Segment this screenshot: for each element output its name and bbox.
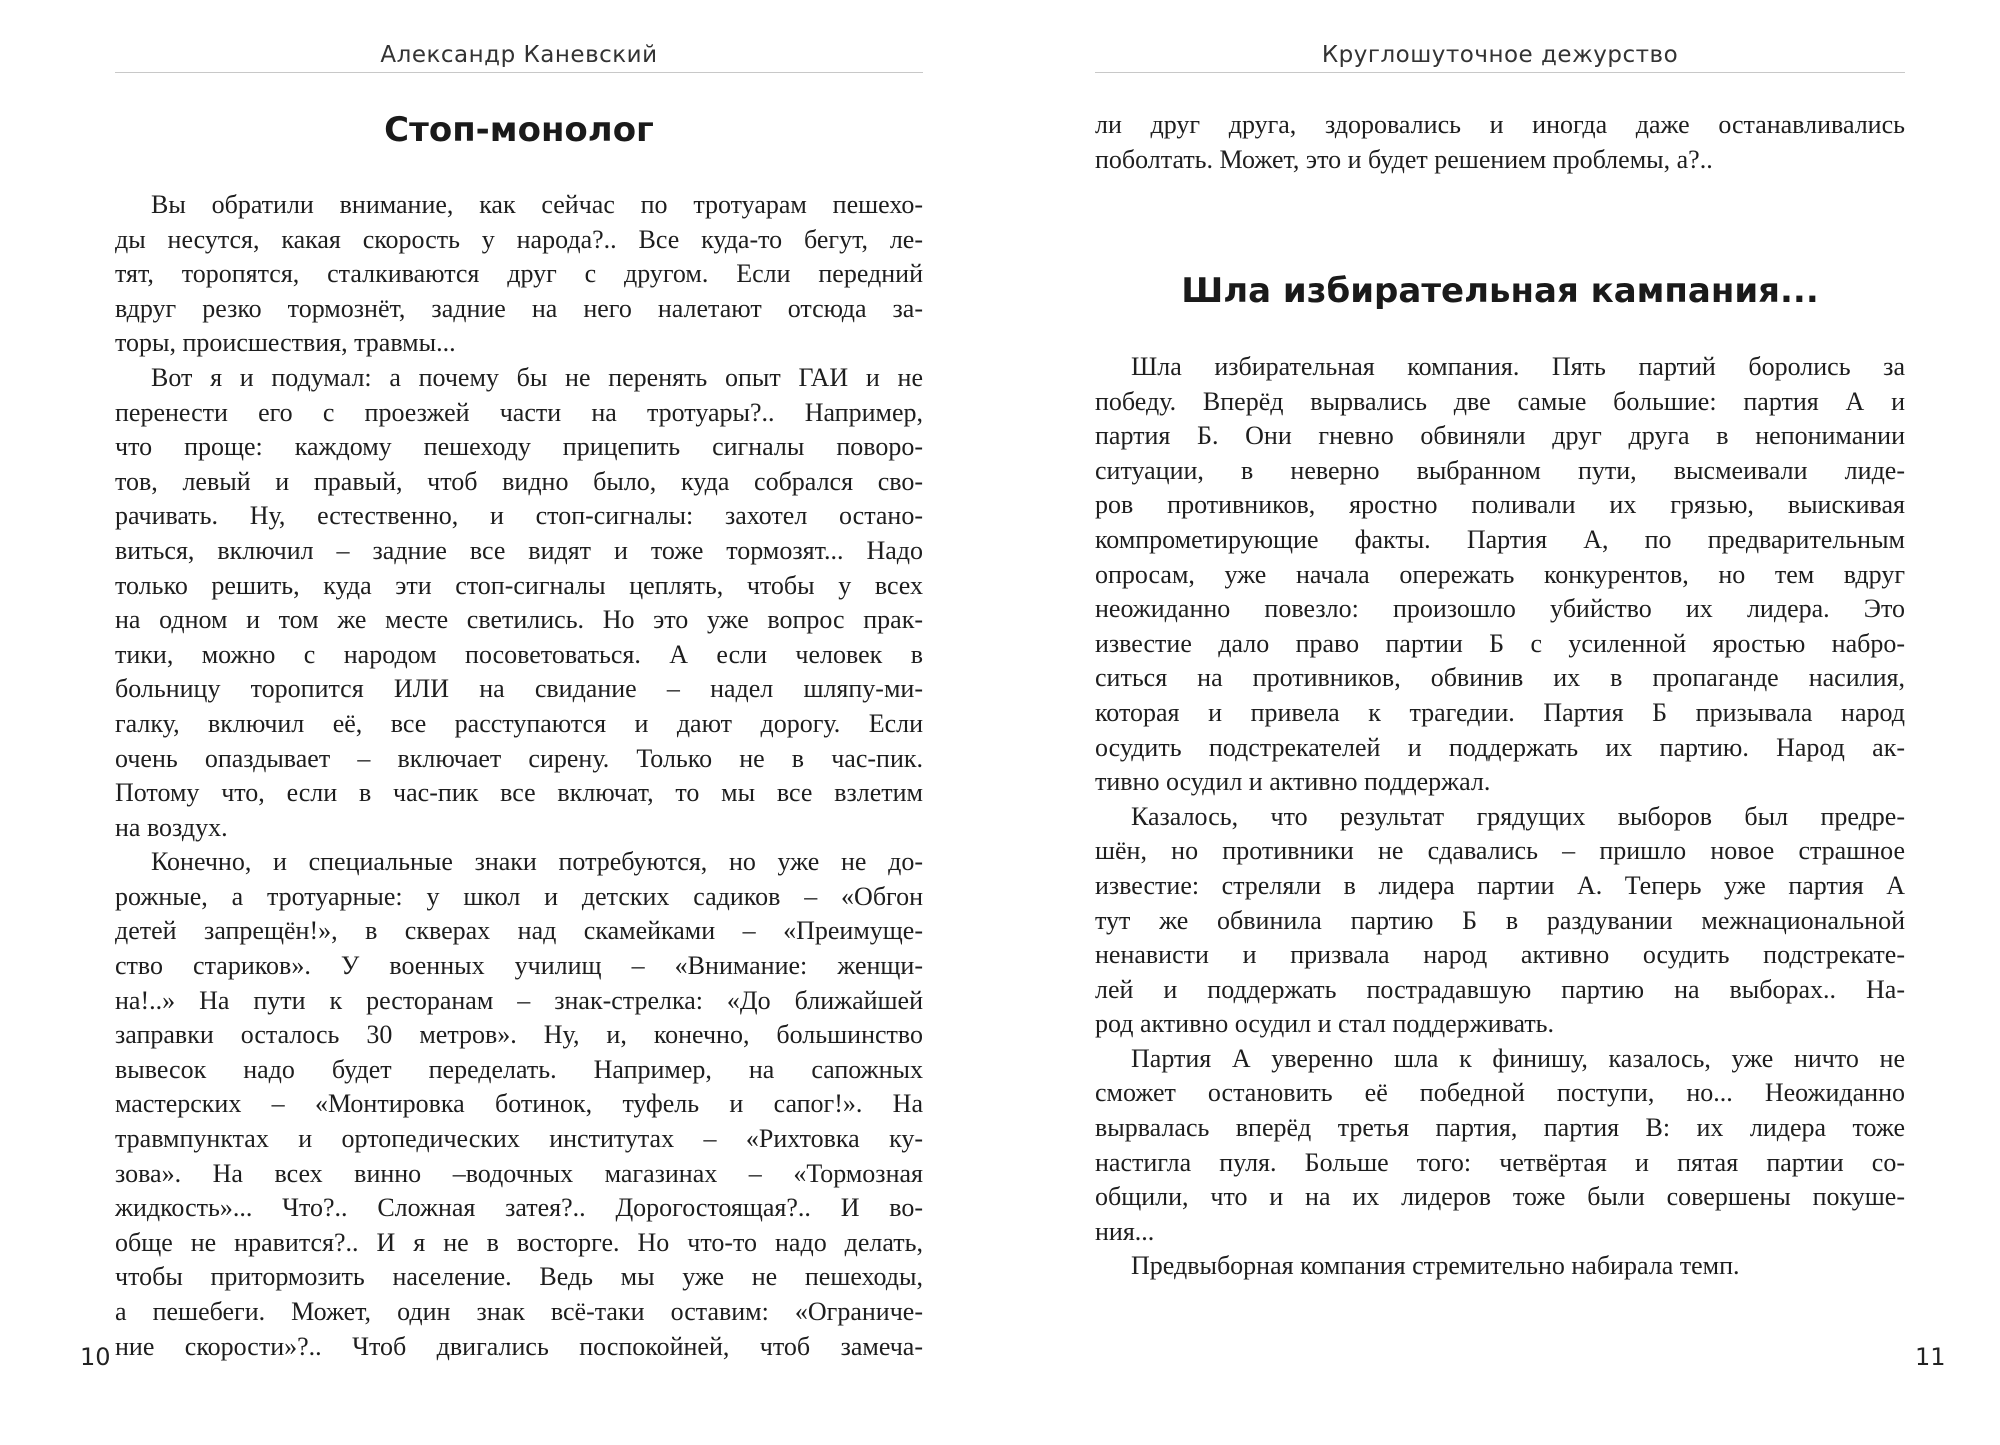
text-line: торы, происшествия, травмы... (115, 328, 456, 358)
text-line: перенести его с проезжей части на тротуары?.. Например, (115, 397, 923, 427)
text-line: Шла избирательная компания. Пять партий боролись за (1131, 352, 1905, 381)
text-line: Казалось, что результат грядущих выборов был предре- (1131, 801, 1905, 831)
header-rule (1095, 72, 1905, 73)
text-line: на одном и том же месте светились. Но это уже вопрос прак- (115, 605, 923, 635)
text-line: только решить, куда эти стоп-сигналы цеплять, чтобы у всех (115, 570, 923, 600)
text-line: жидкость»... Что?.. Сложная затея?.. Дорогостоящая?.. И во- (115, 1193, 923, 1223)
text-line: Предвыборная компания стремительно набирала темп. (1131, 1251, 1740, 1281)
text-line: мастерских – «Монтировка ботинок, туфель и сапог!». На (115, 1089, 923, 1119)
text-line: ситься на противников, обвинив их в пропаганде насилия, (1095, 663, 1905, 693)
text-line: зова». На всех винно –водочных магазинах – «Тормозная (115, 1158, 923, 1188)
text-line: галку, включил её, все расступаются и дают дорогу. Если (115, 708, 923, 738)
text-line: на!..» На пути к ресторанам – знак-стрелка: «До ближайшей (115, 985, 923, 1015)
text-line: травмпунктах и ортопедических институтах – «Рихтовка ку- (115, 1124, 923, 1154)
text-line: тики, можно с народом посоветоваться. А если человек в (115, 639, 923, 669)
text-line: общили, что и на их лидеров тоже были совершены покуше- (1095, 1182, 1905, 1212)
text-line: чтобы притормозить население. Ведь мы уже не пешеходы, (115, 1262, 923, 1292)
text-line: настигла пуля. Больше того: четвёртая и пятая партии со- (1095, 1147, 1905, 1177)
story-title: Шла избирательная кампания... (1181, 271, 1819, 311)
text-line: заправки осталось 30 метров». Ну, и, конечно, большинство (115, 1020, 923, 1050)
text-line: ние скорости»?.. Чтоб двигались поспокойней, чтоб замеча- (115, 1331, 923, 1361)
story-body (115, 188, 923, 1364)
story-body (1095, 350, 1905, 1284)
text-line: очень опаздывает – включает сирену. Только не в час-пик. (115, 743, 923, 773)
text-line: которая и привела к трагедии. Партия Б призывала народ (1095, 697, 1905, 727)
previous-story-ending (1095, 108, 1905, 177)
text-line: тов, левый и правый, чтоб видно было, куда собрался сво- (115, 466, 923, 496)
text-line: поболтать. Может, это и будет решением проблемы, а?.. (1095, 144, 1713, 174)
text-line: рожные, а тротуарные: у школ и детских садиков – «Обгон (115, 881, 923, 911)
header-rule (115, 72, 923, 73)
text-line: вдруг резко тормознёт, задние на него налетают отсюда за- (115, 293, 923, 323)
text-line: Конечно, и специальные знаки потребуются, но уже не до- (151, 847, 923, 877)
text-line: опросам, уже начала опережать конкурентов, но тем вдруг (1095, 559, 1905, 589)
text-line: осудить подстрекателей и поддержать их партию. Народ ак- (1095, 732, 1905, 762)
running-head-author: Александр Каневский (380, 42, 658, 68)
right-page (1000, 0, 2000, 1445)
text-line: сможет остановить её победной поступи, но... Неожиданно (1095, 1078, 1905, 1108)
page-number: 10 (80, 1343, 111, 1371)
text-line: известие: стреляли в лидера партии А. Теперь уже партия А (1095, 870, 1905, 900)
text-line: больницу торопится ИЛИ на свидание – надел шляпу-ми- (115, 674, 923, 704)
text-line: ния... (1095, 1216, 1155, 1246)
text-line: детей запрещён!», в скверах над скамейками – «Преимуще- (115, 916, 923, 946)
text-line: компрометирующие факты. Партия А, по предварительным (1095, 524, 1905, 554)
text-line: Потому что, если в час-пик все включат, то мы все взлетим (115, 778, 923, 808)
text-line: Вы обратили внимание, как сейчас по тротуарам пешехо- (151, 190, 923, 219)
text-line: тивно осудил и активно поддержал. (1095, 767, 1491, 797)
page-number: 11 (1915, 1343, 1946, 1371)
text-line: на воздух. (115, 812, 228, 842)
text-line: ство стариков». У военных училищ – «Внимание: женщи- (115, 951, 923, 981)
running-head-book-title: Круглошуточное дежурство (1321, 42, 1679, 68)
text-line: победу. Вперёд вырвались две самые большие: партия А и (1095, 386, 1905, 416)
text-line: ды несутся, какая скорость у народа?.. Все куда-то бегут, ле- (115, 224, 923, 254)
text-line: рачивать. Ну, естественно, и стоп-сигналы: захотел остано- (115, 501, 923, 531)
text-line: обще не нравится?.. И я не в восторге. Но что-то надо делать, (115, 1227, 923, 1257)
text-line: вырвалась вперёд третья партия, партия В: их лидера тоже (1095, 1113, 1905, 1143)
text-line: виться, включил – задние все видят и тоже тормозят... Надо (115, 535, 923, 565)
text-line: лей и поддержать пострадавшую партию на выборах.. На- (1095, 974, 1905, 1004)
text-line: Вот я и подумал: а почему бы не перенять опыт ГАИ и не (151, 362, 923, 392)
text-line: ненависти и призвала народ активно осудить подстрекате- (1095, 940, 1905, 970)
text-line: Партия А уверенно шла к финишу, казалось, уже ничто не (1131, 1043, 1905, 1073)
text-line: партия Б. Они гневно обвиняли друг друга в непонимании (1095, 421, 1905, 451)
text-line: вывесок надо будет переделать. Например, на сапожных (115, 1054, 923, 1084)
text-line: неожиданно повезло: произошло убийство их лидера. Это (1095, 594, 1905, 624)
story-title: Стоп-монолог (384, 110, 654, 150)
text-line: тят, торопятся, сталкиваются друг с другом. Если передний (115, 259, 923, 289)
text-line: а пешебеги. Может, один знак всё-таки оставим: «Ограниче- (115, 1297, 923, 1326)
text-line: ситуации, в неверно выбранном пути, высмеивали лиде- (1095, 455, 1905, 485)
text-line: ров противников, яростно поливали их грязью, выискивая (1095, 490, 1905, 520)
text-line: род активно осудил и стал поддерживать. (1095, 1009, 1555, 1039)
text-line: что проще: каждому пешеходу прицепить сигналы поворо- (115, 432, 923, 462)
text-line: известие дало право партии Б с усиленной яростью набро- (1095, 628, 1905, 658)
text-line: ли друг друга, здоровались и иногда даже останавливались (1095, 110, 1905, 139)
text-line: шён, но противники не сдавались – пришло новое страшное (1095, 836, 1905, 866)
text-line: тут же обвинила партию Б в раздувании межнациональной (1095, 905, 1905, 935)
